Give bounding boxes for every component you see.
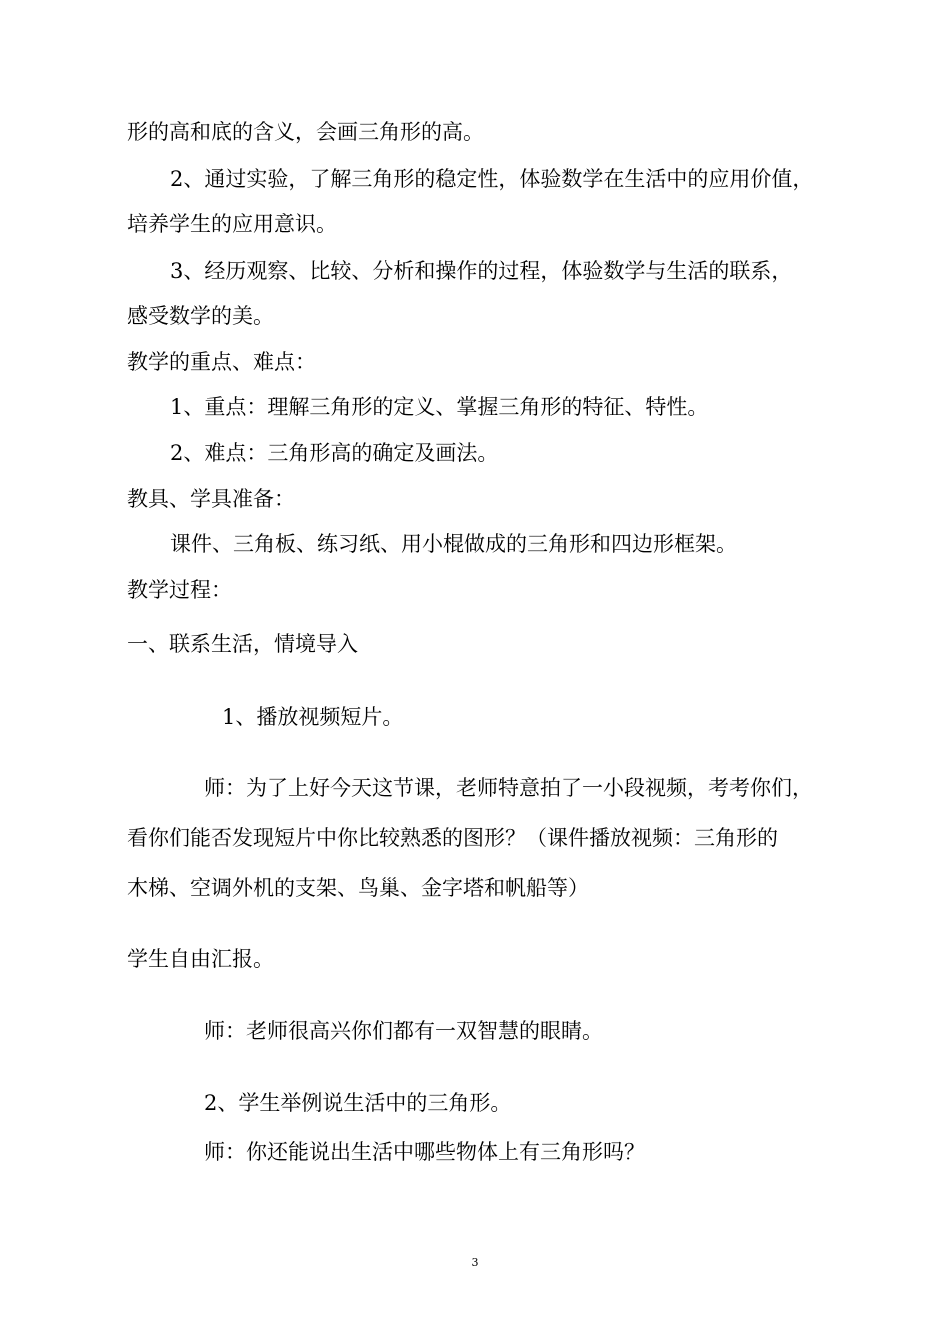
paragraph-line: 形的高和底的含义，会画三角形的高。: [127, 120, 484, 144]
section-heading: 一、联系生活，情境导入: [127, 632, 358, 656]
paragraph-line: 培养学生的应用意识。: [127, 212, 337, 236]
paragraph-line: 2、难点：三角形高的确定及画法。: [170, 441, 499, 465]
paragraph-line: 师：为了上好今天这节课，老师特意拍了一小段视频，考考你们，: [204, 776, 813, 800]
page-number: 3: [471, 1256, 479, 1269]
paragraph-line: 木梯、空调外机的支架、鸟巢、金字塔和帆船等）: [127, 876, 589, 900]
section-heading: 教学的重点、难点：: [127, 350, 316, 374]
paragraph-line: 学生自由汇报。: [127, 947, 274, 971]
paragraph-line: 1、播放视频短片。: [222, 705, 404, 729]
paragraph-line: 2、通过实验，了解三角形的稳定性，体验数学在生活中的应用价值，: [170, 167, 814, 191]
paragraph-line: 2、学生举例说生活中的三角形。: [204, 1091, 512, 1115]
section-heading: 教具、学具准备：: [127, 487, 295, 511]
paragraph-line: 3、经历观察、比较、分析和操作的过程，体验数学与生活的联系，: [170, 259, 793, 283]
paragraph-line: 课件、三角板、练习纸、用小棍做成的三角形和四边形框架。: [170, 532, 737, 556]
paragraph-line: 师：你还能说出生活中哪些物体上有三角形吗？: [204, 1140, 645, 1164]
paragraph-line: 看你们能否发现短片中你比较熟悉的图形？（课件播放视频：三角形的: [127, 826, 778, 850]
paragraph-line: 师：老师很高兴你们都有一双智慧的眼睛。: [204, 1019, 603, 1043]
paragraph-line: 感受数学的美。: [127, 304, 274, 328]
section-heading: 教学过程：: [127, 578, 232, 602]
paragraph-line: 1、重点：理解三角形的定义、掌握三角形的特征、特性。: [170, 395, 709, 419]
